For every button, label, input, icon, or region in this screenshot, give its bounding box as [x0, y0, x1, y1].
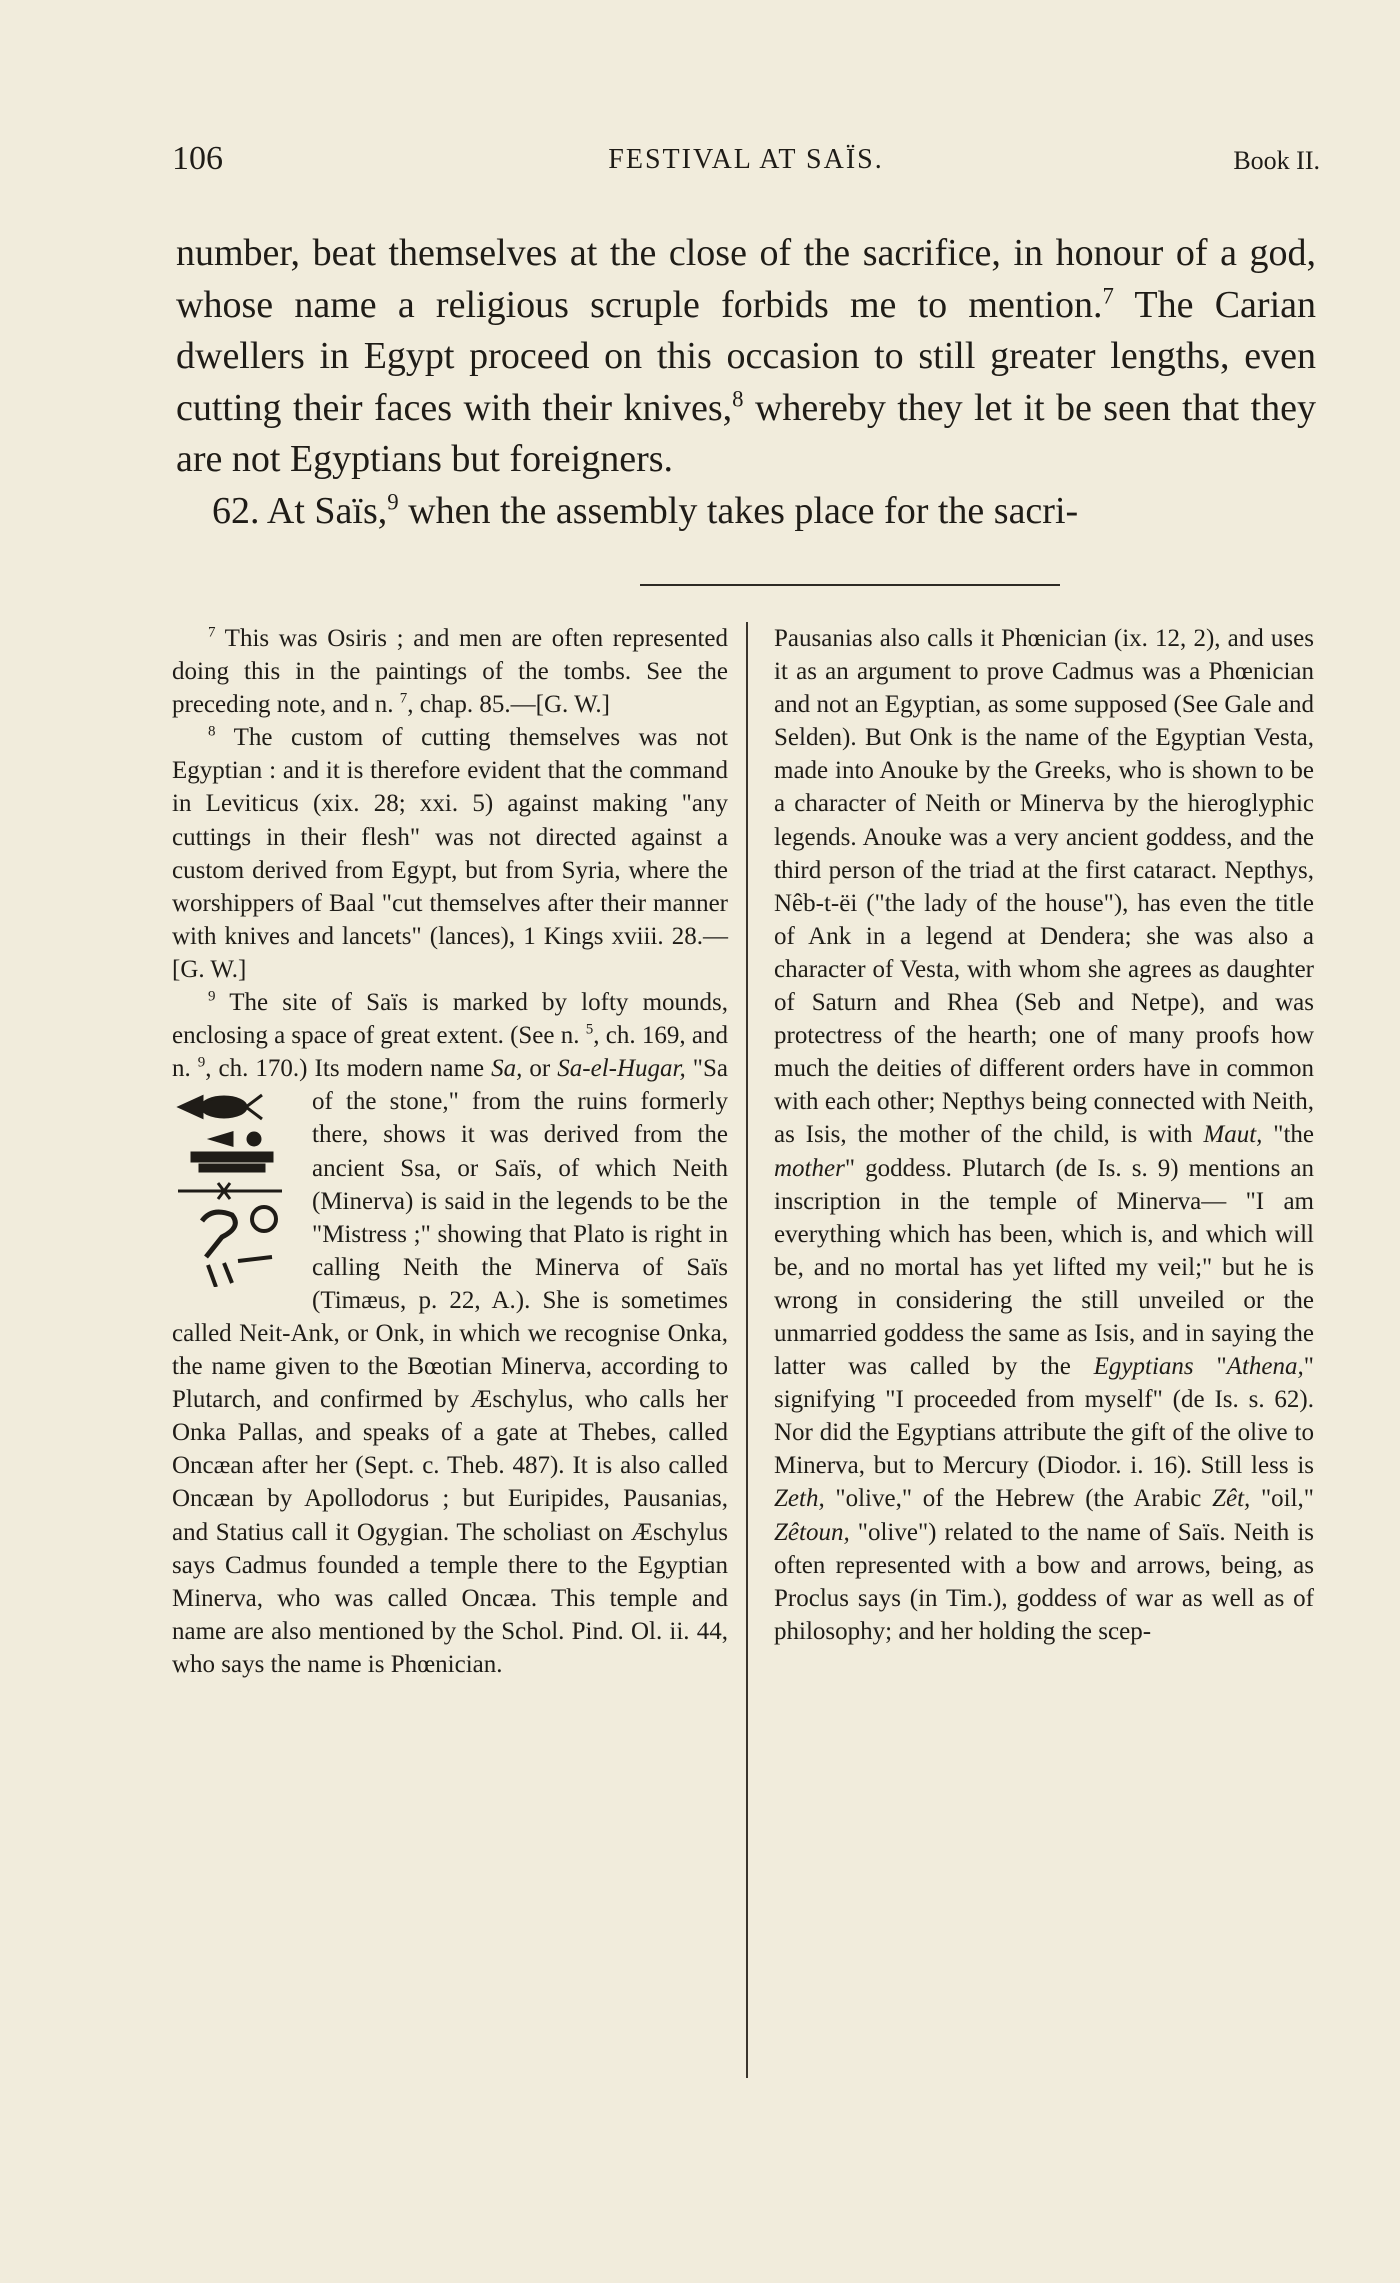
book-label: Book II.: [1233, 146, 1320, 175]
running-title: FESTIVAL AT SAÏS.: [608, 144, 884, 175]
footnote-9: $^9$ The site of Saïs is marked by lofty mounds, enclosing a space of great extent. (See n. $^5$, ch. 169, and n. $^9$, ch. 170.) Its modern name Sa, or Sa-el-Hugar, "Sa of the stone," from the ruins formerly there, shows it was derived from the ancient Ssa, or Saïs, of which Neith (Minerva) is said in the legends to be the "Mistress ;" showing that Plato is right in calling Neith the Minerva of Saïs (Timæus, p. 22, A.). She is sometimes called Neit-Ank, or Onk, in which we recognise Onka, the name given to the Bœotian Minerva, according to Plutarch, and confirmed by Æschylus, who calls her Onka Pallas, and speaks of a gate at Thebes, called Oncæan after her (Sept. c. Theb. 487). It is also called Oncæan by Apollodorus ; but Euripides, Pausanias, and Statius call it Ogygian. The scholiast on Æschylus says Cadmus founded a temple there to the Egyptian Minerva, who was called Oncæa. This temple and name are also mentioned by the Schol. Pind. Ol. ii. 44, who says the name is Phœnician.: [172, 988, 728, 1678]
footnote-9-continued: Pausanias also calls it Phœnician (ix. 12, 2), and uses it as an argument to prove Cadmus was a Phœnician and not an Egyptian, as some supposed (See Gale and Selden). But Onk is the name of the Egyptian Vesta, made into Anouke by the Greeks, who is shown to be a character of Neith or Minerva by the hieroglyphic legends. Anouke was a very ancient goddess, and the third person of the triad at the first cataract. Nepthys, Nêb-t-ëi ("the lady of the house"), has even the title of Ank in a legend at Dendera; she was also a character of Vesta, with whom she agrees as daughter of Saturn and Rhea (Seb and Netpe), and was protectress of the hearth; one of many proofs how much the deities of different orders have in common with each other; Nepthys being connected with Neith, as Isis, the mother of the child, is with Maut, "the mother" goddess. Plutarch (de Is. s. 9) mentions an inscription in the temple of Minerva— "I am everything which has been, which is, and which will be, and no mortal has yet lifted my veil;" but he is wrong in considering the still unveiled or the unmarried goddess the same as Isis, and in saying the latter was called by the Egyptians "Athena," signifying "I proceeded from myself" (de Is. s. 62). Nor did the Egyptians attribute the gift of the olive to Minerva, but to Mercury (Diodor. i. 16). Still less is Zeth, "olive," of the Hebrew (the Arabic Zêt, "oil," Zêtoun, "olive") related to the name of Saïs. Neith is often represented with a bow and arrows, being, as Proclus says (in Tim.), goddess of war as well as of philosophy; and her holding the scep-: [774, 625, 1315, 1645]
main-text: [176, 228, 1316, 538]
footnote-ref-7: 7: [1102, 282, 1114, 308]
footnote-7: $^7$ This was Osiris ; and men are often represented doing this in the paintings of the tombs. See the preceding note, and n. $^7$, chap. 85.—[G. W.]: [172, 624, 728, 719]
footnote-ref-9: 9: [387, 489, 399, 515]
main-paragraph-2: 62. At Saïs,$^9$ when the assembly takes place for the sacri-: [212, 489, 1079, 532]
footnote-8: $^8$ The custom of cutting themselves was not Egyptian : and it is therefore evident that the command in Leviticus (xix. 28; xxi. 5) against making "any cuttings in their flesh" was not directed against a custom derived from Egypt, but from Syria, where the worshippers of Baal "cut themselves after their manner with knives and lancets" (lances), 1 Kings xviii. 28.—[G. W.]: [172, 723, 728, 983]
page-number: 106: [172, 140, 223, 177]
footnotes-right-column: [774, 622, 1314, 1648]
page-header: [172, 140, 1320, 180]
main-paragraph-1: number, beat themselves at the close of the sacrifice, in honour of a god, whose name a religious scruple forbids me to mention.$^7$ The Carian dwellers in Egypt proceed on this occasion to still greater lengths, even cutting their faces with their knives,$^8$ whereby they let it be seen that they are not Egyptians but foreigners.: [176, 232, 1316, 481]
footnote-separator: [640, 584, 1060, 586]
footnote-ref-8: 8: [732, 386, 744, 412]
hieroglyph-figure: [172, 1087, 302, 1287]
footnotes-left-column: [172, 622, 728, 1681]
column-divider: [746, 622, 748, 2078]
